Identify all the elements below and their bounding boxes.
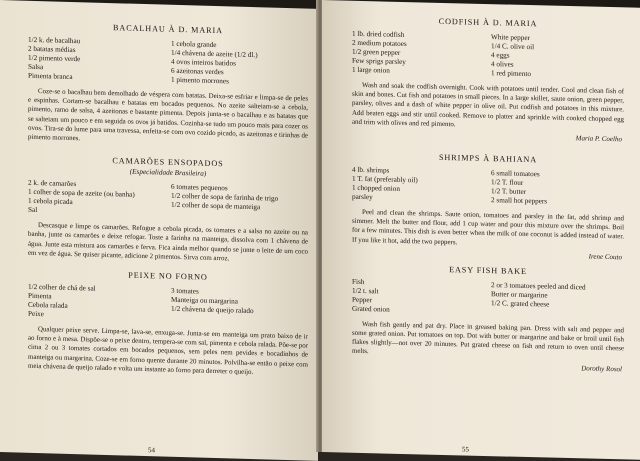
ingredient: Grated onion — [352, 304, 390, 314]
ingredient: Butter or margarine — [491, 289, 548, 300]
ingredient: 1/2 colher de chá de sal — [28, 282, 96, 293]
ingredient: Peixe — [28, 309, 44, 319]
ingredient: 4 lb. shrimps — [352, 165, 390, 175]
page-number: 55 — [462, 445, 469, 454]
ingredient: 1 T. fat (preferably oil) — [352, 174, 418, 185]
ingredient: 1/4 chávena de azeite (1/2 dl.) — [171, 48, 258, 60]
recipe-instructions: Coze-se o bacalhau bem demolhado de véspera com batatas. Deixa-se esfriar e limpa-se de peles e espinhas. Cortam-se bacalhau e batatas em bocados pequenos. No azeite salteiam-se a cebola, pimento, ramo de salsa, 4 azeitonas e bastante pimenta. Depois junta-se o bacalhau e as batatas que se salteiam um pouco e em seguida os ovos já batidos. Cozinha-se tudo um pouco mais para cozer os ovos. Tira-se do lume para uma travessa, enfeita-se com ovo cozido picado, as azeitonas e tirinhas de pimento morrones. — [28, 88, 308, 143]
ingredient: Fish — [352, 277, 365, 286]
ingredient: 2 batatas médias — [28, 44, 76, 55]
ingredient: Cebola ralada — [28, 300, 68, 310]
ingredient: Pimenta — [28, 291, 52, 301]
ingredient: Salsa — [28, 62, 44, 72]
recipe-author: Dorothy Rosol — [581, 363, 622, 373]
ingredient: Few sprigs parsley — [352, 56, 406, 67]
ingredient-list — [28, 179, 308, 223]
ingredient: 1 pimento morrones — [171, 75, 229, 86]
ingredient: White pepper — [491, 33, 530, 43]
recipe-shrimps — [352, 151, 624, 261]
ingredient: Pepper — [352, 295, 372, 305]
recipe-camaroes — [28, 154, 308, 266]
ingredient: 4 eggs — [491, 51, 510, 60]
recipe-subtitle: (Especialidade Brasileira) — [129, 167, 207, 178]
recipe-title: SHRIMPS À BAHIANA — [438, 152, 538, 165]
ingredient: 1/2 T. butter — [491, 187, 527, 197]
ingredient: Sal — [28, 206, 38, 215]
page-number: 54 — [148, 446, 155, 455]
ingredient: 1/2 colher de sopa de farinha de trigo — [171, 191, 279, 203]
ingredient: 1 cebola grande — [171, 39, 217, 50]
ingredient: 1/2 C. grated cheese — [491, 298, 550, 309]
recipe-instructions: Qualquer peixe serve. Limpa-se, lava-se, enxuga-se. Junta-se em manteiga um prato baixo de ir ao forno e à mesa. Dispõe-se o peixe dentro, tempera-se com sal, pimenta e cebola ralada. Põe-se por cima 2 ou 3 tomates cortados em bocados pequenos, sem peles nem pevides e bocadinhos de manteiga ou margarina. Coze-se em forno quente durante 20 minutos. Polvilha-se então o peixe com meia chávena de queijo ralado e volta um instante ao forno para derreter o queijo. — [28, 326, 308, 376]
ingredient: 1 lb. dried codfish — [352, 29, 405, 40]
recipe-bacalhau — [28, 21, 308, 150]
recipe-instructions: Wash fish gently and pat dry. Place in greased baking pan. Dress with salt and pepper and some grated onion. Put tomatoes on top. Dot with butter or margarine and bake or broil until fish flakes slightly—not over 20 minutes. Put grated cheese on fish and return to oven until cheese melts. — [352, 320, 624, 356]
ingredient: 2 or 3 tomatoes peeled and diced — [491, 280, 586, 292]
right-page — [322, 0, 640, 460]
recipe-author: Maria P. Coelho — [575, 134, 622, 144]
ingredient: 2 small hot peppers — [491, 196, 548, 206]
recipe-title: CAMARÕES ENSOPADOS — [112, 156, 224, 169]
recipe-title: EASY FISH BAKE — [449, 264, 527, 276]
recipe-instructions: Peel and clean the shrimps. Saute onion, tomatoes and parsley in the fat, add shrimp and simmer. Melt the butter and flour, add 1 cup water and pour this mixture over the shrimps. Boil for a few minutes. This dish is even better when the milk of one coconut is added instead of water. If you like it hot, add the two peppers. — [352, 208, 624, 246]
ingredient: 1/2 green pepper — [352, 47, 401, 57]
recipe-easy-fish-bake — [352, 263, 624, 373]
ingredient: 2 k. de camarões — [28, 179, 77, 189]
recipe-title: PEIXE NO FORNO — [128, 270, 208, 282]
ingredient: 6 tomates pequenos — [171, 182, 228, 193]
ingredient-list — [28, 36, 308, 89]
ingredient-list — [352, 278, 624, 321]
ingredient: 1/4 C. olive oil — [491, 42, 535, 52]
ingredient — [491, 308, 624, 320]
left-page — [0, 0, 318, 461]
recipe-title: CODFISH À D. MARIA — [438, 16, 538, 29]
ingredient-list — [28, 283, 308, 327]
ingredient-list — [352, 30, 624, 82]
ingredient: 1 chopped onion — [352, 183, 400, 193]
recipe-instructions: Wash and soak the codfish overnight. Cook with potatoes until tender. Cool and clean fish of skin and bones. Cut fish and potatoes in small pieces. In a large skillet, saute onion, green pepper, parsley, olives and a dash of white pepper in olive oil. Put codfish and potatoes in this mixture. Add beaten eggs and stir until cooked. Remove to platter and sprinkle with cooked chopped egg and trim with olives and red pimento. — [352, 81, 624, 129]
ingredient: 1/2 pimento verde — [28, 53, 81, 64]
ingredient: Manteiga ou margarina — [171, 295, 238, 306]
ingredient: 1/2 T. flour — [491, 178, 524, 187]
ingredient-list — [352, 166, 624, 209]
recipe-instructions: Descasque e limpe os camarões. Refogue a cebola picada, os tomates e a salsa no azeite ou na banha, junte os camarões e deixe refogar. Toste a farinha na manteiga, dissolva com 1 chávena de água. Junte esta mistura aos camarões e ferva. Fica ainda melhor quando se junte o leite de um coco em vez de água. Se quiser picante, adicione 2 pimentos. Sirva com arroz. — [28, 222, 308, 263]
ingredient: 2 medium potatoes — [352, 38, 407, 49]
ingredient: 1 cebola picada — [28, 197, 73, 207]
ingredient: 1/2 chávena de queijo ralado — [171, 304, 254, 316]
ingredient: 4 ovos inteiros batidos — [171, 57, 236, 68]
recipe-author: Irene Couto — [588, 252, 622, 262]
ingredient: 3 tomates — [171, 286, 199, 296]
ingredient: 1/2 colher de sopa de manteiga — [171, 200, 261, 212]
ingredient: parsley — [352, 192, 373, 202]
ingredient: Pimenta branca — [28, 71, 73, 82]
recipe-peixe — [28, 268, 308, 379]
ingredient: 1/2 k. de bacalhau — [28, 35, 81, 46]
ingredient: 1 colher de sopa de azeite (ou banha) — [28, 188, 135, 199]
ingredient: 1 large onion — [352, 65, 390, 75]
ingredient: 6 azeitonas verdes — [171, 66, 224, 77]
ingredient: 1 red pimento — [491, 69, 531, 79]
ingredient: 1/2 t. salt — [352, 286, 379, 296]
recipe-title: BACALHAU À D. MARIA — [113, 23, 223, 36]
recipe-codfish — [352, 15, 624, 144]
ingredient: 6 small tomatoes — [491, 169, 540, 179]
ingredient: 4 olives — [491, 60, 514, 69]
